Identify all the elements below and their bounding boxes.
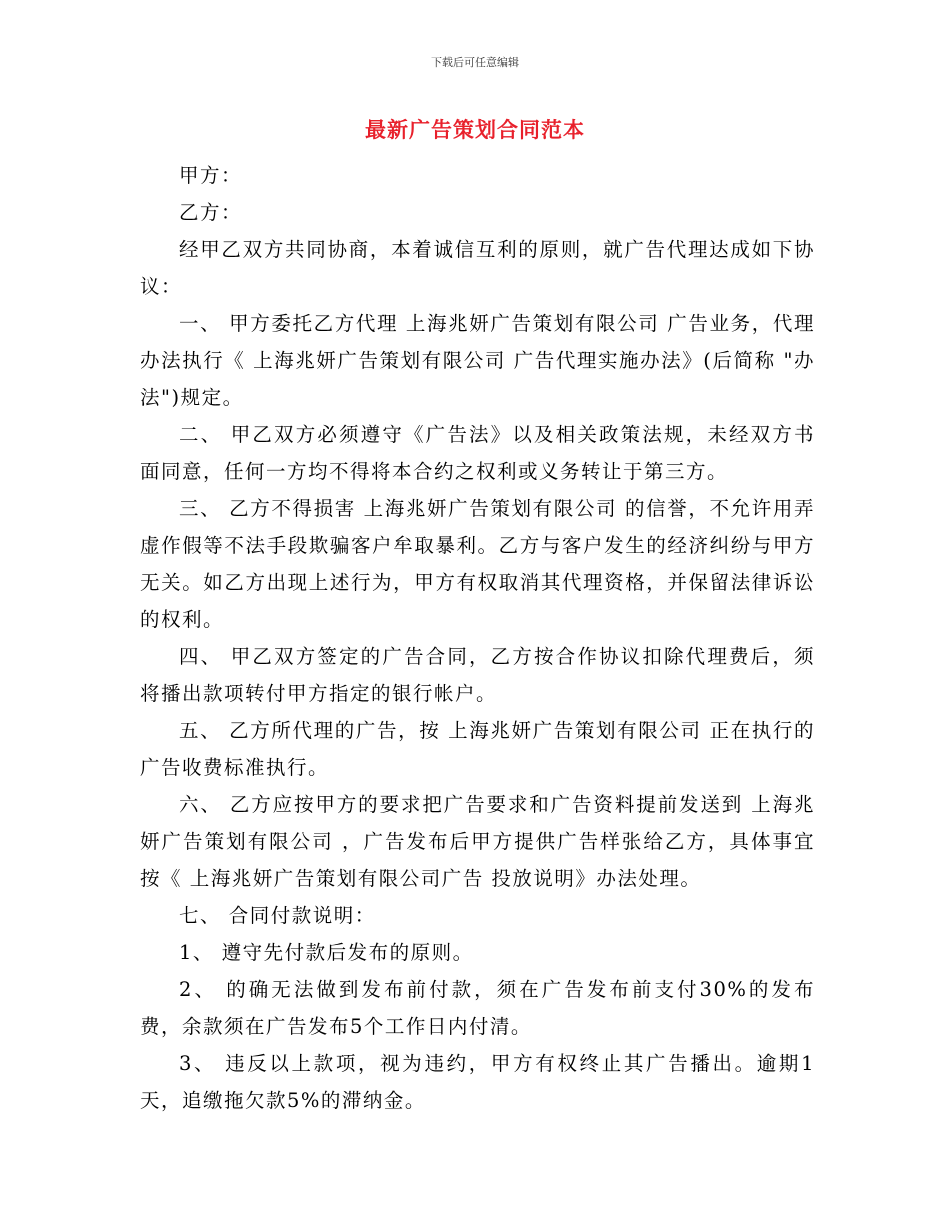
payment-item-3: 3、 违反以上款项，视为违约，甲方有权终止其广告播出。逾期1天，追缴拖欠款5%的滞纳金。 [140,1052,815,1112]
document-body [140,157,815,1119]
document-title: 最新广告策划合同范本 [365,118,585,142]
page-header-note: 下载后可任意编辑 [431,56,519,69]
clause-5: 五、 乙方所代理的广告，按 上海兆妍广告策划有限公司 正在执行的广告收费标准执行。 [140,719,815,779]
clause-7: 七、 合同付款说明： [179,904,376,927]
payment-item-2: 2、 的确无法做到发布前付款，须在广告发布前支付30%的发布费，余款须在广告发布5个工作日内付清。 [140,978,815,1038]
clause-2: 二、 甲乙双方必须遵守《广告法》以及相关政策法规，未经双方书面同意，任何一方均不得将本合约之权利或义务转让于第三方。 [140,423,815,483]
payment-item-1: 1、 遵守先付款后发布的原则。 [179,941,474,964]
clause-1: 一、 甲方委托乙方代理 上海兆妍广告策划有限公司 广告业务，代理办法执行《 上海兆妍广告策划有限公司 广告代理实施办法》(后简称 "办法")规定。 [140,312,815,409]
clause-6: 六、 乙方应按甲方的要求把广告要求和广告资料提前发送到 上海兆妍广告策划有限公司 ，广告发布后甲方提供广告样张给乙方，具体事宜按《 上海兆妍广告策划有限公司广告 投放说明》办法处理。 [140,793,815,890]
party-b-line: 乙方： [179,201,243,224]
preamble-paragraph: 经甲乙双方共同协商，本着诚信互利的原则，就广告代理达成如下协议： [140,238,815,298]
clause-3: 三、 乙方不得损害 上海兆妍广告策划有限公司 的信誉，不允许用弄虚作假等不法手段欺骗客户牟取暴利。乙方与客户发生的经济纠纷与甲方无关。如乙方出现上述行为，甲方有权取消其代理资格，并保留法律诉讼的权利。 [140,497,815,631]
party-a-line: 甲方： [179,164,243,187]
clause-4: 四、 甲乙双方签定的广告合同，乙方按合作协议扣除代理费后，须将播出款项转付甲方指定的银行帐户。 [140,645,815,705]
